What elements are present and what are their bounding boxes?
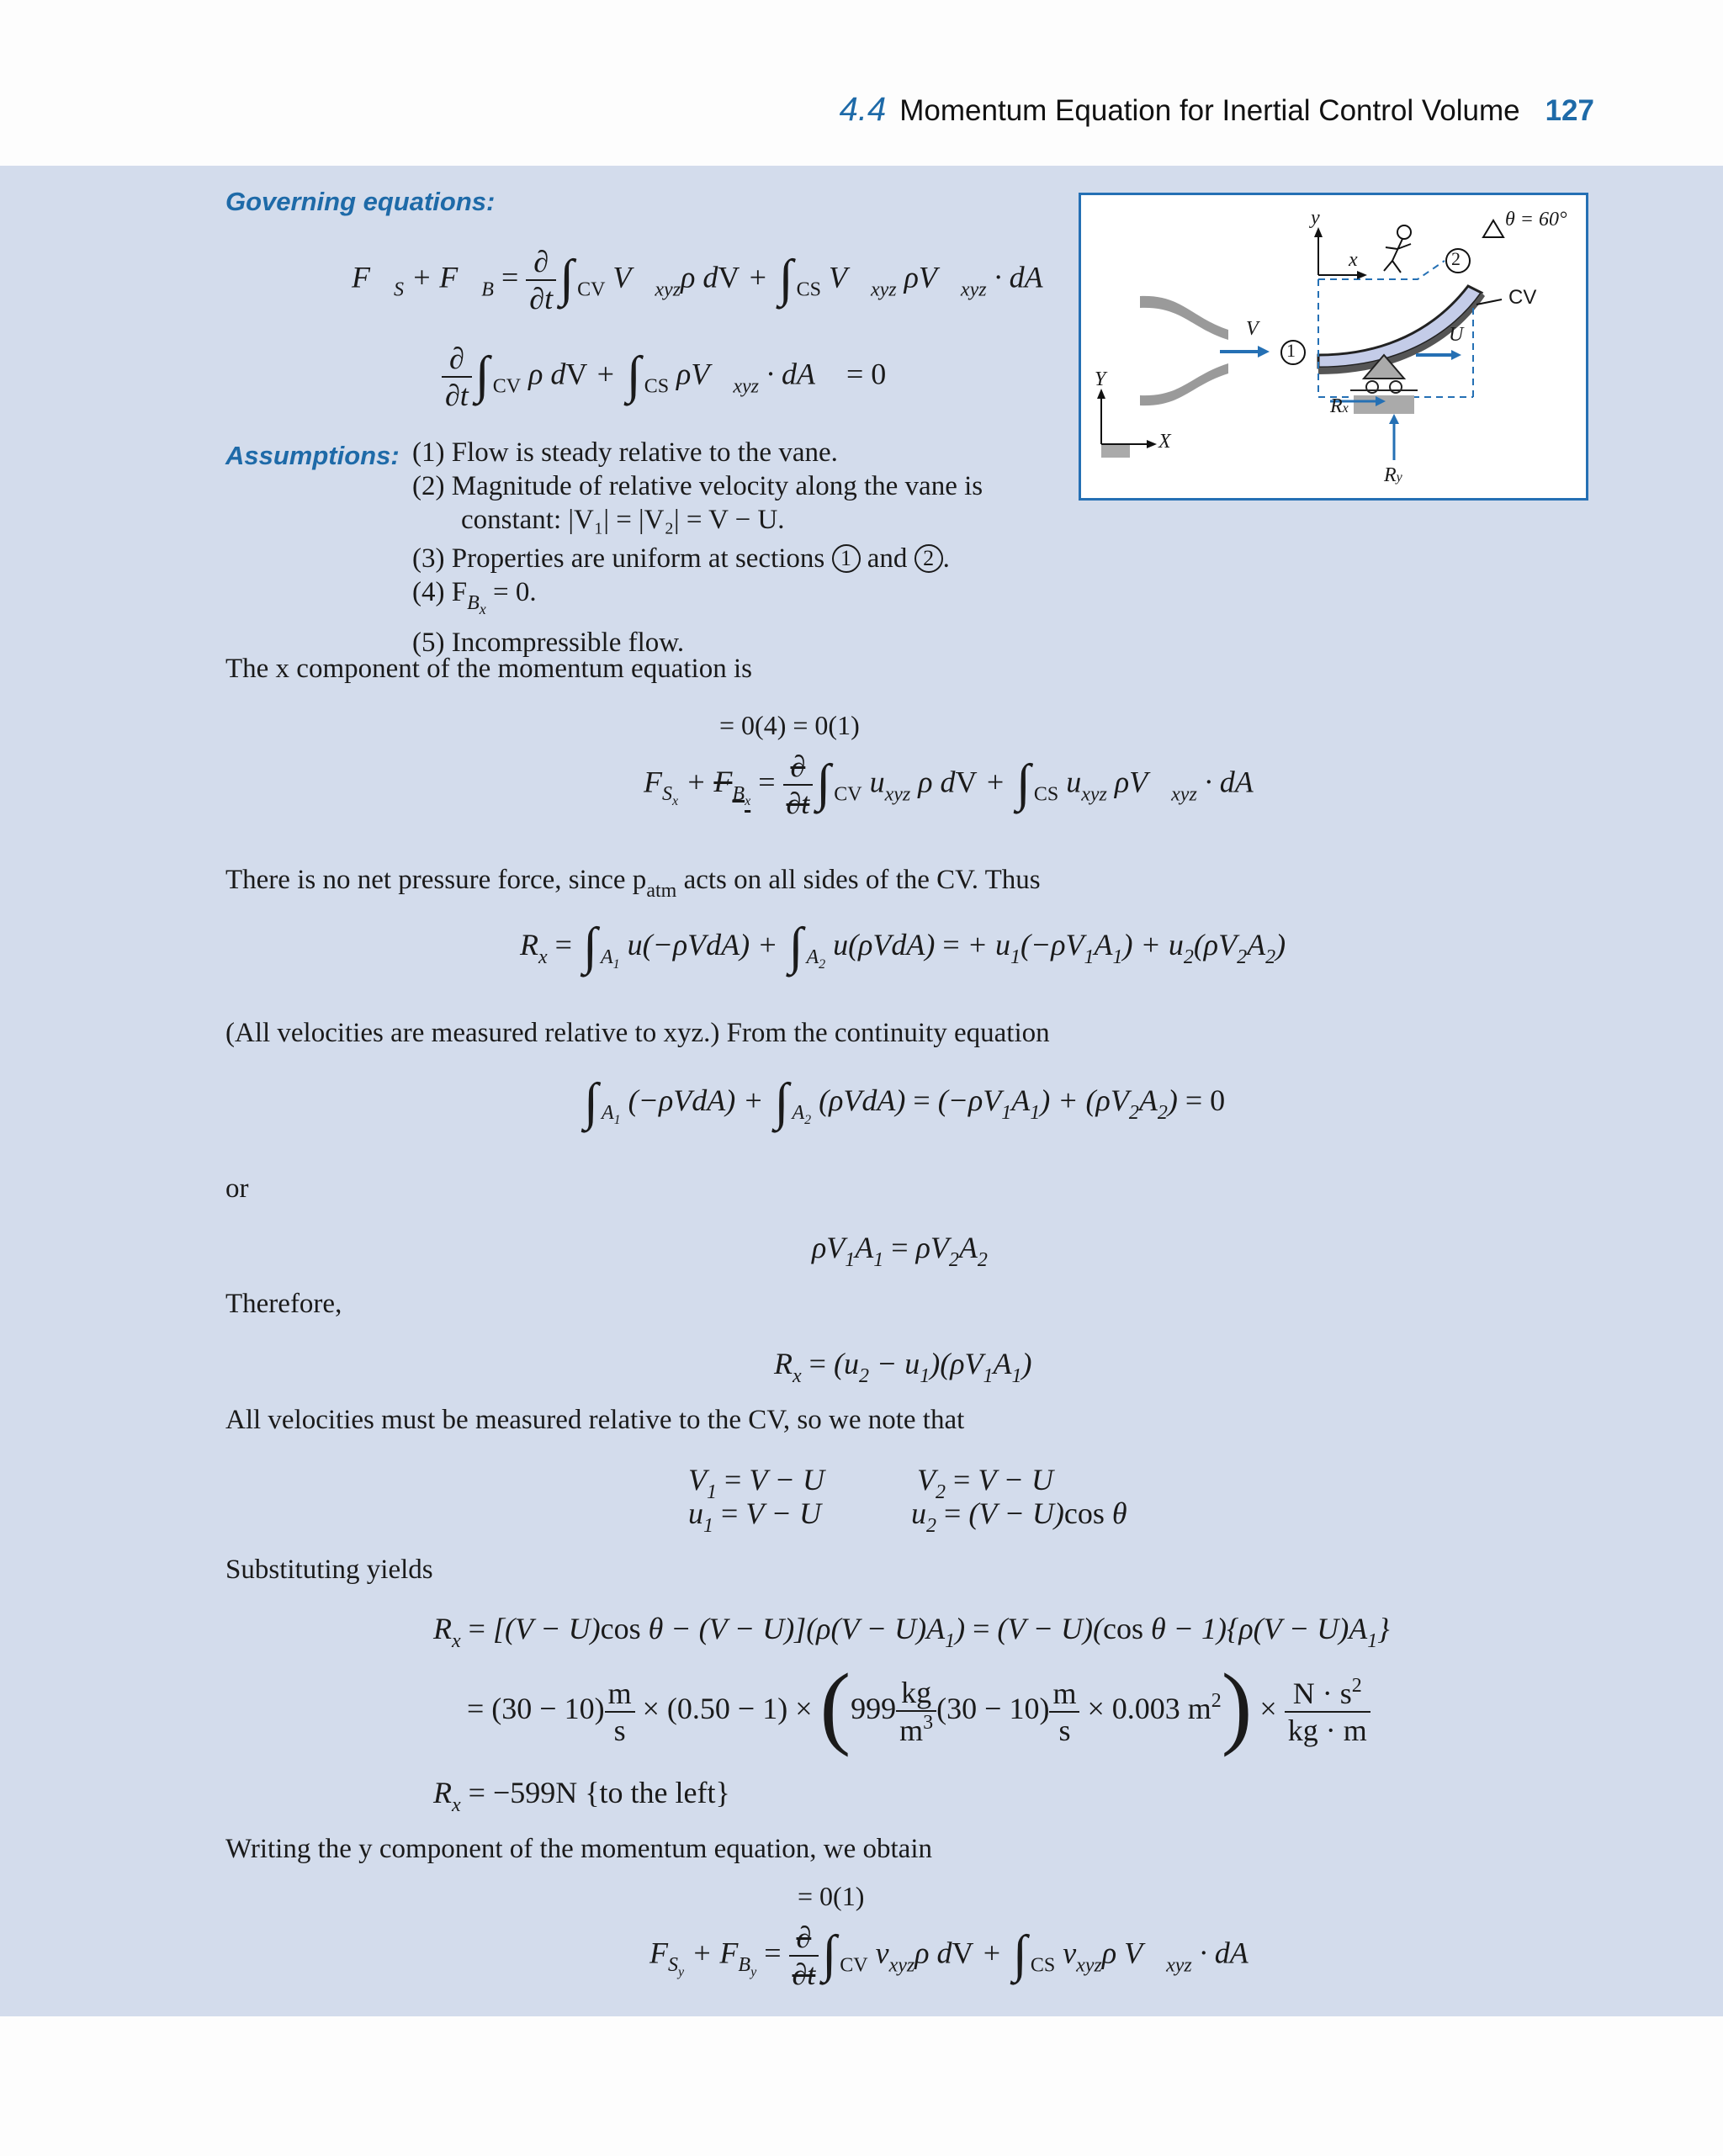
x-component-text: The x component of the momentum equation is	[225, 654, 752, 684]
force-Ry-label: Ry	[1384, 464, 1402, 486]
no-pressure-text: There is no net pressure force, since $p_{atm}$ acts on all sides of the CV. Thus	[225, 865, 1041, 902]
governing-equation-continuity: ∂ ∂t ∫ $_{CV}$ ρ dV + ∫ $_{CS}$ $\rho V⃗_{xyz}$ · dA⃗ = 0	[442, 341, 886, 413]
rx-integral-equation: $R_x$ = ∫ $_{A_1}$ u(−ρVdA) + ∫ $_{A_2}$ u(ρVdA) = + $u_1(-\rho V_1A_1) + u_2(\rho V_2A_2)$	[520, 918, 1286, 975]
relative-cv-text: All velocities must be measured relative to the CV, so we note that	[225, 1405, 965, 1435]
or-text: or	[225, 1173, 249, 1204]
rx-result: $R_x = -599N$ {to the left}	[433, 1776, 730, 1816]
mass-flow-equation: $\rho V_1A_1 = \rho V_2A_2$	[812, 1231, 988, 1271]
section-1-label: 1	[1286, 340, 1296, 361]
vane-figure	[1079, 193, 1588, 501]
y-component-text: Writing the y component of the momentum equation, we obtain	[225, 1834, 932, 1864]
annotation-y: = 0(1)	[798, 1881, 865, 1911]
axis-y-local: y	[1311, 207, 1320, 229]
continuity-equation: ∫ $_{A_1}$ (−ρVdA) + ∫ $_{A_2}$ $(\rho VdA) = (-\rho V_1A_1) + (\rho V_2A_2) = 0$	[584, 1073, 1226, 1131]
substituting-text: Substituting yields	[225, 1555, 433, 1585]
section-2-label: 2	[1451, 248, 1461, 269]
assumption-3: (3) Properties are uniform at sections 1 and 2 .	[412, 543, 950, 574]
governing-equations-label: Governing equations:	[225, 187, 496, 216]
therefore-text: Therefore,	[225, 1289, 342, 1319]
vane-diagram	[1081, 195, 1591, 503]
assumption-1: (1) Flow is steady relative to the vane.	[412, 437, 838, 468]
assumption-2: (2) Magnitude of relative velocity along the vane is	[412, 471, 983, 501]
governing-equation-momentum: $F⃗_S$ + $F⃗_B$ = ∂ ∂t ∫ $_{CV}$ $V⃗_{xyz}\rho$ dV + ∫ $_{CS}$ $V⃗_{xyz}$ $\rho V⃗_{xyz}$ · dA⃗	[352, 245, 1067, 315]
assumptions-list	[412, 436, 983, 660]
section-number: 4.4	[839, 91, 887, 128]
section-2-icon: 2	[915, 544, 943, 573]
assumption-2-cont: constant: |V₁| = |V₂| = V − U.	[461, 505, 785, 535]
velocity-V-label: V	[1246, 318, 1259, 340]
v2-equation: $V_2 = V - U$	[917, 1463, 1053, 1503]
rx-substituted-equation: $R_x = [(V - U)\cos$ $\theta - (V - U)](\rho(V - U)A_1) = (V - U)(\cos$ $\theta - 1)\{\rho(V - U)A_1\}$	[433, 1612, 1390, 1652]
y-momentum-equation: $F_{S_y} + F_{B_y}$ = ∂ ∂t ∫ $_{CV}$ $v_{xyz}\rho$ dV + ∫ $_{CS}$ $v_{xyz}\rho$ $V⃗_{xyz}$ · dA⃗	[649, 1920, 1272, 1991]
v1-equation: $V_1 = V - U$	[688, 1463, 824, 1503]
annotation-x: = 0(4) = 0(1)	[719, 710, 860, 740]
rx-reduced-equation: $R_x = (u_2 - u_1)(\rho V_1A_1)$	[774, 1347, 1032, 1387]
section-1-icon: 1	[832, 544, 861, 573]
assumption-4: (4) $F_{B_x} = 0$.	[412, 577, 537, 617]
cv-label: CV	[1508, 286, 1537, 309]
running-header	[840, 91, 1594, 129]
axis-X-global: X	[1158, 431, 1171, 453]
page-number: 127	[1545, 94, 1594, 127]
u2-equation: $u_2 = (V - U)\cos$ θ	[911, 1496, 1127, 1537]
x-momentum-equation: $F_{S_x} + F_{B_x}$ = ∂ ∂t ∫ $_{CV}$ $u_{xyz}$ ρ dV + ∫ $_{CS}$ $u_{xyz}$ $\rho V⃗_{xyz}$ · dA⃗	[644, 750, 1277, 820]
velocities-xyz-text: (All velocities are measured relative to xyz.) From the continuity equation	[225, 1018, 1050, 1048]
theta-label: θ = 60°	[1505, 209, 1567, 230]
rx-numeric-equation: = (30 − 10) $\frac{m}{s}$ × (0.50 − 1) × (999 $\frac{kg}{m^3}$ (30 − 10) $\frac{m}{s}$ × 0.003 $m^2$) × $\frac{N \cdot s^2}{kg \cdot m}$	[467, 1653, 1370, 1760]
axis-x-local: x	[1349, 249, 1358, 271]
force-Rx-label: Rx	[1330, 395, 1349, 417]
section-title: Momentum Equation for Inertial Control Volume	[899, 94, 1520, 127]
u1-equation: $u_1 = V - U$	[688, 1496, 821, 1537]
assumptions-label: Assumptions:	[225, 441, 400, 470]
velocity-U-label: U	[1449, 324, 1464, 346]
axis-Y-global: Y	[1095, 368, 1106, 390]
assumption-5: (5) Incompressible flow.	[412, 627, 685, 658]
